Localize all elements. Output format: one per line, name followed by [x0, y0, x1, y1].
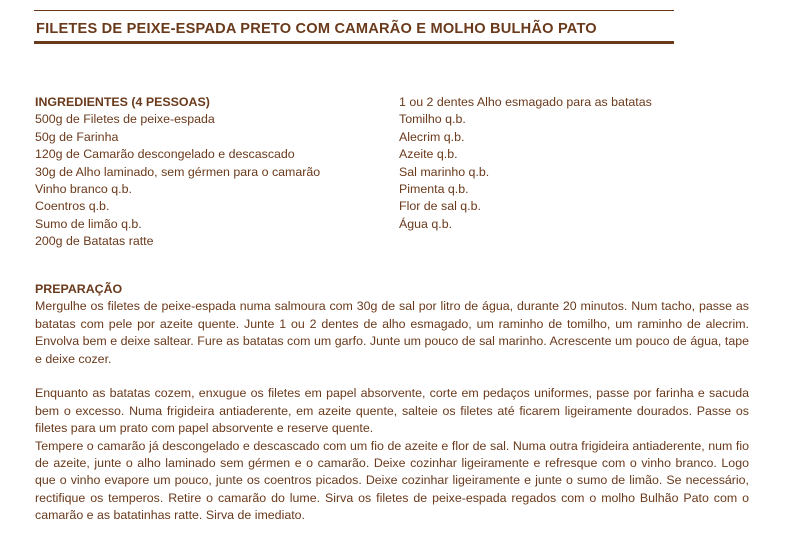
recipe-title: FILETES DE PEIXE-ESPADA PRETO COM CAMARÃO E MOLHO BULHÃO PATO: [36, 21, 597, 37]
ingredient-item: 500g de Filetes de peixe-espada: [35, 112, 215, 127]
ingredient-item: 200g de Batatas ratte: [35, 234, 154, 249]
preparation-paragraph: Tempere o camarão já descongelado e descascado com um fio de azeite e flor de sal. Numa outra frigideira antiaderente, num fio de azeite, junte o alho laminado sem gérmen e o camarão. Deixe cozinhar ligeiramente e refresque com o vinho branco. Logo que o vinho evapore um pouco, junte os coentros picados. Deixe cozinhar ligeiramente e junte o sumo de limão. Se necessário, rectifique os temperos. Retire o camarão do lume. Sirva os filetes de peixe-espada regados com o molho Bulhão Pato com o camarão e as batatinhas ratte. Sirva de imediato.: [35, 438, 749, 523]
ingredient-item: 50g de Farinha: [35, 129, 119, 144]
ingredient-item: Vinho branco q.b.: [35, 182, 132, 197]
ingredient-item: Azeite q.b.: [399, 147, 458, 162]
title-bar: [34, 10, 674, 44]
preparation-paragraph: Mergulhe os filetes de peixe-espada numa salmoura com 30g de sal por litro de água, durante 20 minutos. Num tacho, passe as batatas com pele por azeite quente. Junte 1 ou 2 dentes de alho esmagado, um raminho de tomilho, um raminho de alecrim. Envolva bem e deixe saltear. Fure as batatas com um garfo. Junte um pouco de sal marinho. Acrescente um pouco de água, tape e deixe cozer.: [35, 299, 749, 366]
ingredient-item: Flor de sal q.b.: [399, 199, 481, 214]
ingredients-left-column: [35, 94, 320, 251]
preparation-paragraph: Enquanto as batatas cozem, enxugue os filetes em papel absorvente, corte em pedaços uniformes, passe por farinha e sacuda bem o excesso. Numa frigideira antiaderente, em azeite quente, salteie os filetes até ficarem ligeiramente dourados. Passe os filetes para um prato com papel absorvente e reserve quente.: [35, 386, 749, 436]
preparation-section: [35, 281, 749, 525]
ingredient-item: Água q.b.: [399, 216, 453, 231]
ingredients-heading: INGREDIENTES (4 PESSOAS): [35, 95, 210, 109]
ingredient-item: Sal marinho q.b.: [399, 164, 490, 179]
ingredient-item: Sumo de limão q.b.: [35, 216, 142, 231]
ingredient-item: 1 ou 2 dentes Alho esmagado para as batatas: [399, 95, 652, 109]
preparation-heading: PREPARAÇÃO: [35, 282, 123, 296]
paragraph-spacer: [35, 368, 749, 385]
ingredient-item: Coentros q.b.: [35, 199, 110, 214]
ingredients-right-column: [399, 94, 652, 233]
ingredient-item: 30g de Alho laminado, sem gérmen para o camarão: [35, 164, 321, 179]
ingredient-item: Pimenta q.b.: [399, 182, 469, 197]
ingredient-item: Alecrim q.b.: [399, 129, 465, 144]
ingredient-item: Tomilho q.b.: [399, 112, 466, 127]
ingredient-item: 120g de Camarão descongelado e descascado: [35, 147, 295, 162]
